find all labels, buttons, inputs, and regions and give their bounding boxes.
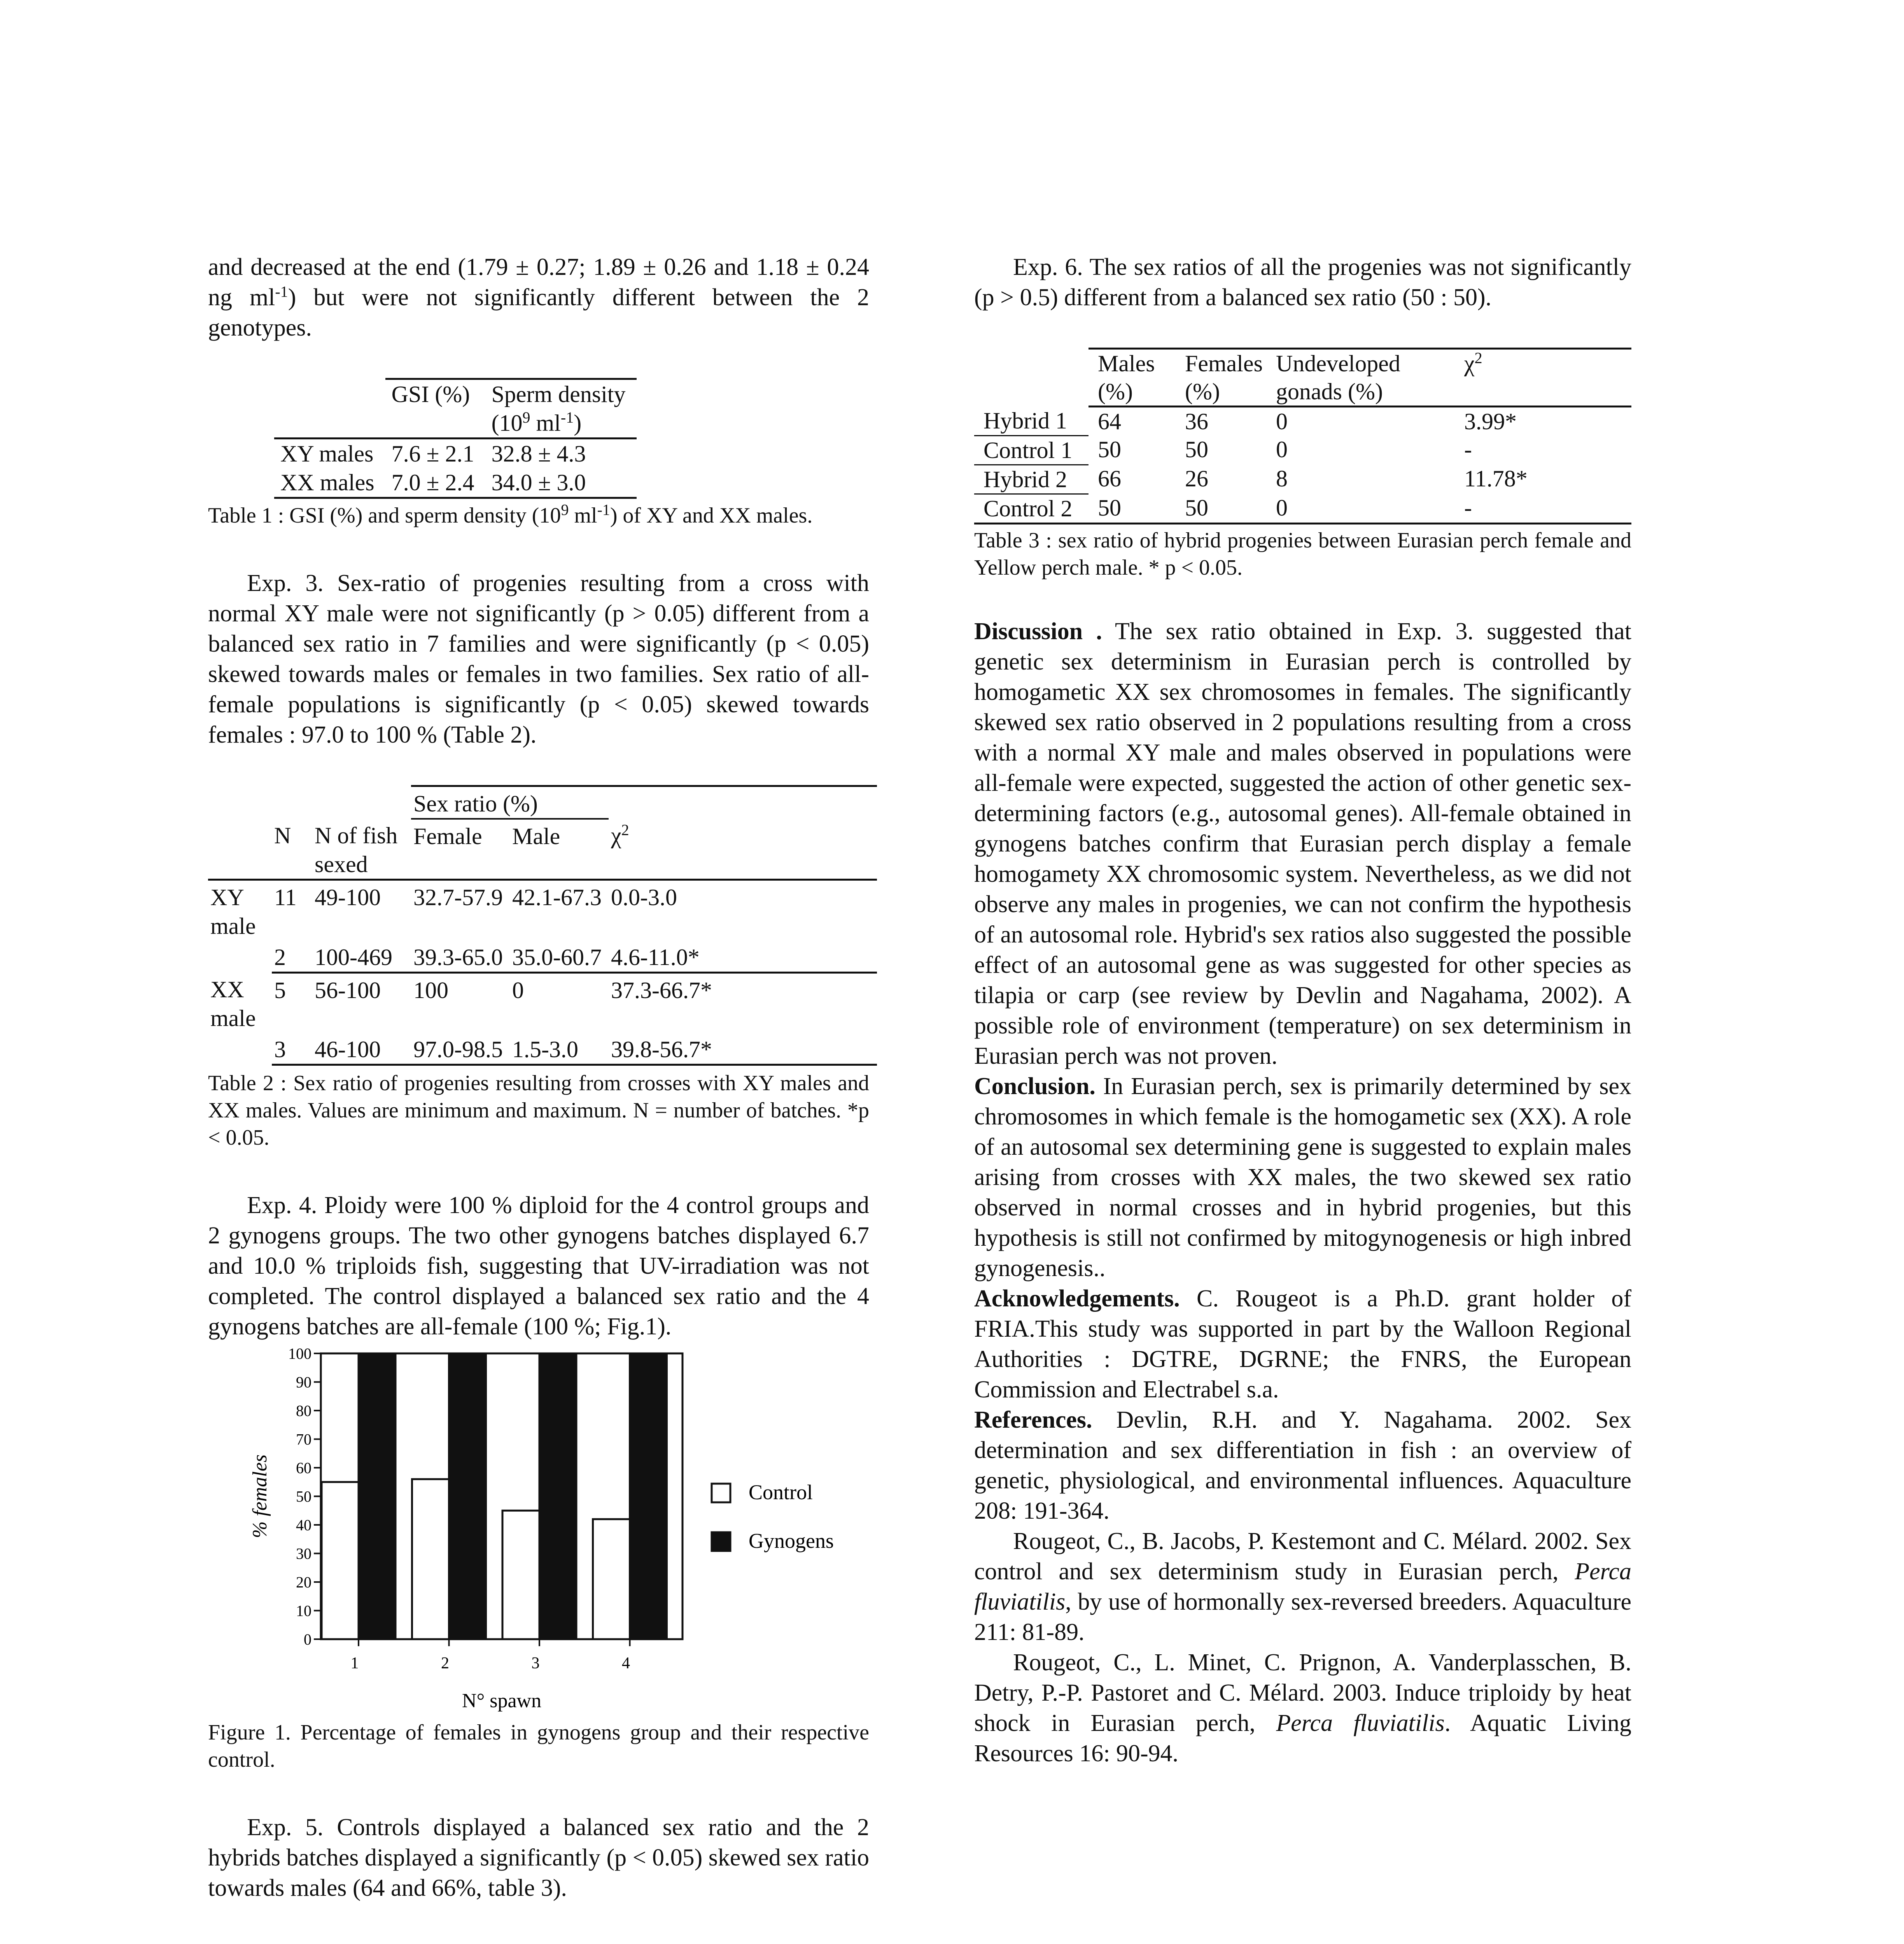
y-tick-label: 60 — [296, 1459, 312, 1477]
t1-header-sperm: Sperm density ($10^9$ $ml^{-1}$) — [485, 379, 637, 439]
x-tick-label: 2 — [441, 1654, 449, 1672]
reference-3: Rougeot, C., L. Minet, C. Prignon, A. Vanderplasschen, B. Detry, P.-P. Pastoret and C. Mélard. 2003. Induce triploidy by heat shock in Eurasian perch, Perca fluviatilis. Aquatic Living Resources 16: 90-94. — [974, 1649, 1632, 1767]
x-tick-label: 3 — [531, 1654, 540, 1672]
legend-label-gynogens: Gynogens — [749, 1529, 834, 1552]
reference-2: Rougeot, C., B. Jacobs, P. Kestemont and C. Mélard. 2002. Sex control and sex determinism study in Eurasian perch, Perca fluviatilis, by use of hormonally sex-reversed breeders. Aquaculture 211: 81-89. — [974, 1528, 1631, 1645]
conclusion-paragraph: Conclusion. In Eurasian perch, sex is primarily determined by sex chromosomes in which female is the homogametic sex (XX). A role of an autosomal sex determining gene is suggested to explain males arising from crosses with XX males, the two skewed sex ratio observed in normal crosses and in hybrid progenies, but this hypothesis is still not confirmed by mitogynogenesis or high inbred gynogenesis.. — [974, 1073, 1631, 1281]
y-tick-label: 80 — [296, 1402, 312, 1420]
table-3 — [974, 348, 1631, 524]
y-tick-label: 100 — [288, 1345, 312, 1362]
t3-header-undeveloped: Undeveloped gonads (%) — [1267, 349, 1455, 406]
y-tick-label: 20 — [296, 1573, 312, 1591]
y-tick-label: 0 — [304, 1630, 312, 1648]
y-tick-label: 50 — [296, 1488, 312, 1505]
exp3-paragraph: Exp. 3. Sex-ratio of progenies resulting from a cross with normal XY male were not significantly (p > 0.05) different from a balanced sex ratio in 7 families and were significantly (p < 0.05) skewed towards males or females in two families. Sex ratio of all-female populations is significantly (p < 0.05) skewed towards females : 97.0 to 100 % (Table 2). — [208, 570, 869, 748]
x-tick-label: 1 — [350, 1654, 359, 1672]
table-row: XY males 7.6 ± 2.1 32.8 ± 4.3 — [274, 439, 637, 469]
acknowledgements-heading: Acknowledgements. — [974, 1285, 1180, 1312]
table-row: XY male 11 49-100 32.7-57.9 42.1-67.3 0.0-3.0 — [210, 885, 677, 939]
bar-gynogens-2 — [449, 1353, 486, 1639]
y-axis-label: % females — [249, 1454, 271, 1538]
figure-1-caption: Figure 1. Percentage of females in gynogens group and their respective control. — [208, 1720, 869, 1772]
reference-1: References. Devlin, R.H. and Y. Nagahama. 2002. Sex determination and sex differentiation in fish : an overview of genetic, physiological, and environmental influences. Aquaculture 208: 191-364. — [974, 1406, 1631, 1524]
table-row: Hybrid 2 66 26 8 11.78* — [974, 465, 1631, 494]
exp5-paragraph: Exp. 5. Controls displayed a balanced sex ratio and the 2 hybrids batches displayed a significantly (p < 0.05) skewed sex ratio towards males (64 and 66%, table 3). — [208, 1814, 869, 1901]
exp4-paragraph: Exp. 4. Ploidy were 100 % diploid for the 4 control groups and 2 gynogens groups. The two other gynogens batches displayed 6.7 and 10.0 % triploids fish, suggesting that UV-irradiation was not completed. The control displayed a balanced sex ratio and the 4 gynogens batches are all-female (100 %; Fig.1). — [208, 1192, 869, 1340]
y-tick-label: 90 — [296, 1373, 312, 1391]
table-1-caption: Table 1 : GSI (%) and sperm density ($10^9$ $ml^{-1}$) of XY and XX males. — [208, 501, 813, 528]
t2-header-male: Male — [510, 819, 609, 880]
legend-swatch-control — [712, 1484, 730, 1502]
left-column — [208, 252, 869, 1903]
legend-swatch-gynogens — [712, 1532, 730, 1551]
y-tick-label: 70 — [296, 1430, 312, 1448]
t1-header-gsi: GSI (%) — [385, 379, 485, 439]
t2-header-female: Female — [411, 819, 510, 880]
intro-paragraph: and decreased at the end (1.79 ± 0.27; 1.89 ± 0.26 and 1.18 ± 0.24 ng $ml^{-1}$) but were not significantly different between the 2 genotypes. — [208, 254, 869, 341]
x-tick-label: 4 — [622, 1654, 630, 1672]
table-row: 2 100-469 39.3-65.0 35.0-60.7 4.6-11.0* — [208, 941, 877, 973]
table-2 — [208, 785, 877, 1066]
y-tick-label: 40 — [296, 1516, 312, 1534]
table-1 — [274, 378, 637, 499]
bar-chart — [208, 1346, 869, 1719]
conclusion-heading: Conclusion. — [974, 1073, 1096, 1100]
table-row: Control 1 50 50 0 - — [974, 435, 1631, 465]
acknowledgements-paragraph: Acknowledgements. C. Rougeot is a Ph.D. grant holder of FRIA.This study was supported in part by the Walloon Regional Authorities : DGTRE, DGRNE; the FNRS, the European Commission and Electrabel s.a. — [974, 1285, 1631, 1403]
legend-label-control: Control — [749, 1480, 813, 1504]
discussion-heading: Discussion . — [974, 618, 1102, 645]
table-3-caption: Table 3 : sex ratio of hybrid progenies between Eurasian perch female and Yellow perch male. * p < 0.05. — [974, 528, 1631, 580]
table-row: XX males 7.0 ± 2.4 34.0 ± 3.0 — [274, 468, 637, 498]
bar-gynogens-3 — [539, 1353, 576, 1639]
table-row: 3 46-100 97.0-98.5 1.5-3.0 39.8-56.7* — [208, 1033, 877, 1065]
bar-gynogens-1 — [359, 1353, 396, 1639]
bar-control-1 — [322, 1482, 359, 1639]
table-2-caption: Table 2 : Sex ratio of progenies resulting from crosses with XY males and XX males. Values are minimum and maximum. N = number of batches. *p < 0.05. — [208, 1071, 869, 1150]
references-heading: References. — [974, 1406, 1092, 1433]
bar-control-3 — [502, 1510, 539, 1639]
exp6-paragraph: Exp. 6. The sex ratios of all the progenies was not significantly (p > 0.5) different from a balanced sex ratio (50 : 50). — [974, 254, 1631, 311]
table-row: XX male 5 56-100 100 0 37.3-66.7* — [210, 976, 712, 1031]
x-axis-label: N° spawn — [462, 1689, 542, 1712]
bar-control-4 — [593, 1519, 630, 1639]
t2-header-fish: N of fish sexed — [312, 819, 411, 880]
t3-header-females: Females (%) — [1176, 349, 1267, 406]
table-row: Control 2 50 50 0 - — [974, 494, 1631, 523]
y-tick-label: 10 — [296, 1602, 312, 1619]
t2-header-chi: $\chi^2$ — [609, 819, 877, 880]
t2-group-header: Sex ratio (%) — [411, 786, 609, 819]
t3-header-males: Males (%) — [1088, 349, 1176, 406]
bar-control-2 — [412, 1479, 449, 1639]
table-row: Hybrid 1 64 36 0 3.99* — [974, 407, 1631, 436]
y-tick-label: 30 — [296, 1545, 312, 1562]
discussion-paragraph: Discussion . The sex ratio obtained in Exp. 3. suggested that genetic sex determinism in Eurasian perch is controlled by homogametic XX sex chromosomes in females. The significantly skewed sex ratio observed in 2 populations resulting from a cross with a normal XY male and males observed in populations were all-female were expected, suggested the action of other genetic sex-determining factors (e.g., autosomal genes). All-female obtained in gynogens batches confirm that Eurasian perch display a female homogamety XX chromosomic system. Nevertheless, as we did not observe any males in progenies, we can not confirm the hypothesis of an autosomal role. Hybrid's sex ratios also suggested the possible effect of an autosomal gene as was suggested for other species as tilapia or carp (see review by Devlin and Nagahama, 2002). A possible role of environment (temperature) on sex determinism in Eurasian perch was not proven. — [974, 618, 1631, 1069]
bar-gynogens-4 — [630, 1353, 667, 1639]
right-column — [974, 252, 1631, 1769]
t3-header-chi: $\chi^2$ — [1455, 349, 1631, 406]
figure-1 — [208, 1346, 869, 1719]
t2-header-n: N — [272, 819, 312, 880]
